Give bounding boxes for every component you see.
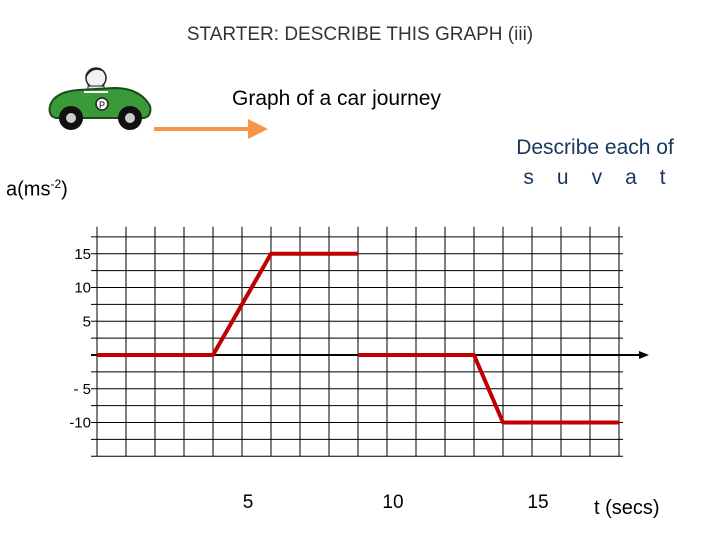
y-axis-label-exponent: -2 [50,177,62,191]
prompt-line: Describe each of [516,136,674,159]
x-tick-label: 5 [242,492,254,513]
y-tick-label: - 5 [73,380,91,398]
prompt-var: s [523,166,535,189]
y-tick-label: 15 [74,245,91,263]
y-axis-label-close: ) [61,178,68,201]
x-tick-label: 10 [382,492,404,513]
prompt-var: a [625,166,638,189]
y-axis-label-base: a(ms [6,178,51,201]
prompt-var: u [556,166,570,189]
prompt-var: t [659,166,667,189]
prompt-var: v [591,166,604,189]
y-tick-label: -10 [69,414,91,432]
x-axis-arrowhead [639,351,649,359]
y-tick-label: 10 [74,279,91,297]
x-axis-label: t (secs) [594,497,660,519]
y-tick-label: 5 [82,313,91,331]
graph-subtitle: Graph of a car journey [232,87,441,110]
slide-title: STARTER: DESCRIBE THIS GRAPH (iii) [186,24,534,45]
svg-text:P: P [99,100,106,110]
x-tick-label: 15 [527,492,549,513]
